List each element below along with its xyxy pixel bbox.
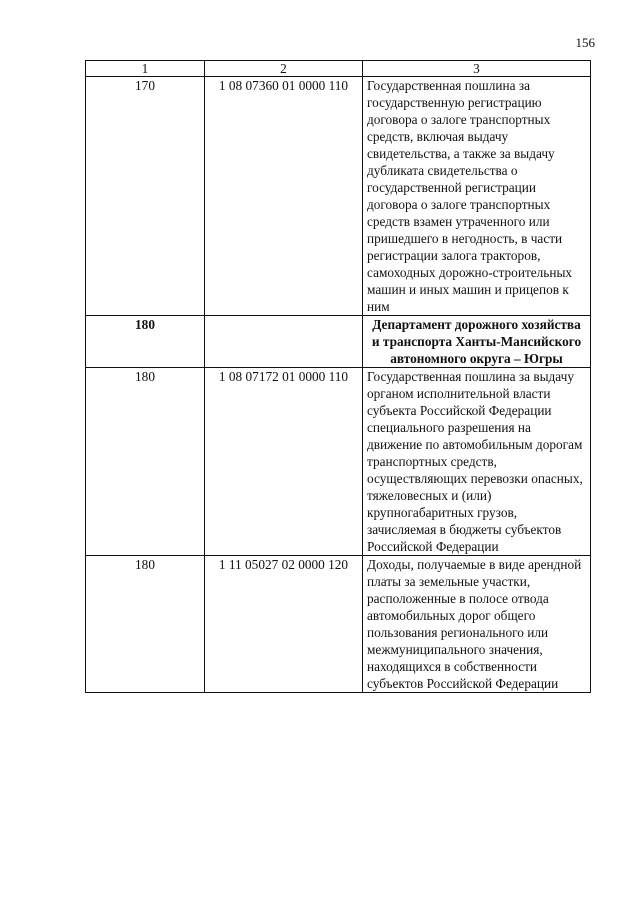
description-cell: Государственная пошлина за государственную регистрацию договора о залоге транспортных средств, включая выдачу свидетельства, а также за выдачу дубликата свидетельства о государственной регистрации договора о залоге транспортных средств взамен утраченного или пришедшего в негодность, в части регистрации залога тракторов, самоходных дорожно-строительных машин и иных машин и прицепов к ним xyxy=(363,77,591,316)
budget-code-cell xyxy=(205,316,363,368)
budget-code-cell: 1 08 07172 01 0000 110 xyxy=(205,368,363,556)
column-header-2: 2 xyxy=(205,61,363,77)
budget-code-cell: 1 11 05027 02 0000 120 xyxy=(205,556,363,693)
page-number: 156 xyxy=(575,35,595,50)
table-row xyxy=(86,77,591,316)
column-header-1: 1 xyxy=(86,61,205,77)
admin-code-cell: 170 xyxy=(86,77,205,316)
table-header-row xyxy=(86,61,591,77)
budget-classification-table xyxy=(85,60,591,693)
department-name-cell: Департамент дорожного хозяйства и транспорта Ханты-Мансийского автономного округа – Югры xyxy=(363,316,591,368)
description-cell: Доходы, получаемые в виде арендной платы за земельные участки, расположенные в полосе отвода автомобильных дорог общего пользования регионального или межмуниципального значения, находящихся в собственности субъектов Российской Федерации xyxy=(363,556,591,693)
budget-code-cell: 1 08 07360 01 0000 110 xyxy=(205,77,363,316)
admin-code-cell: 180 xyxy=(86,556,205,693)
table-row xyxy=(86,368,591,556)
table-row xyxy=(86,556,591,693)
description-cell: Государственная пошлина за выдачу органом исполнительной власти субъекта Российской Федерации специального разрешения на движение по автомобильным дорогам транспортных средств, осуществляющих перевозки опасных, тяжеловесных и (или) крупногабаритных грузов, зачисляемая в бюджеты субъектов Российской Федерации xyxy=(363,368,591,556)
table-row-department xyxy=(86,316,591,368)
admin-code-cell: 180 xyxy=(86,368,205,556)
admin-code-cell: 180 xyxy=(86,316,205,368)
column-header-3: 3 xyxy=(363,61,591,77)
